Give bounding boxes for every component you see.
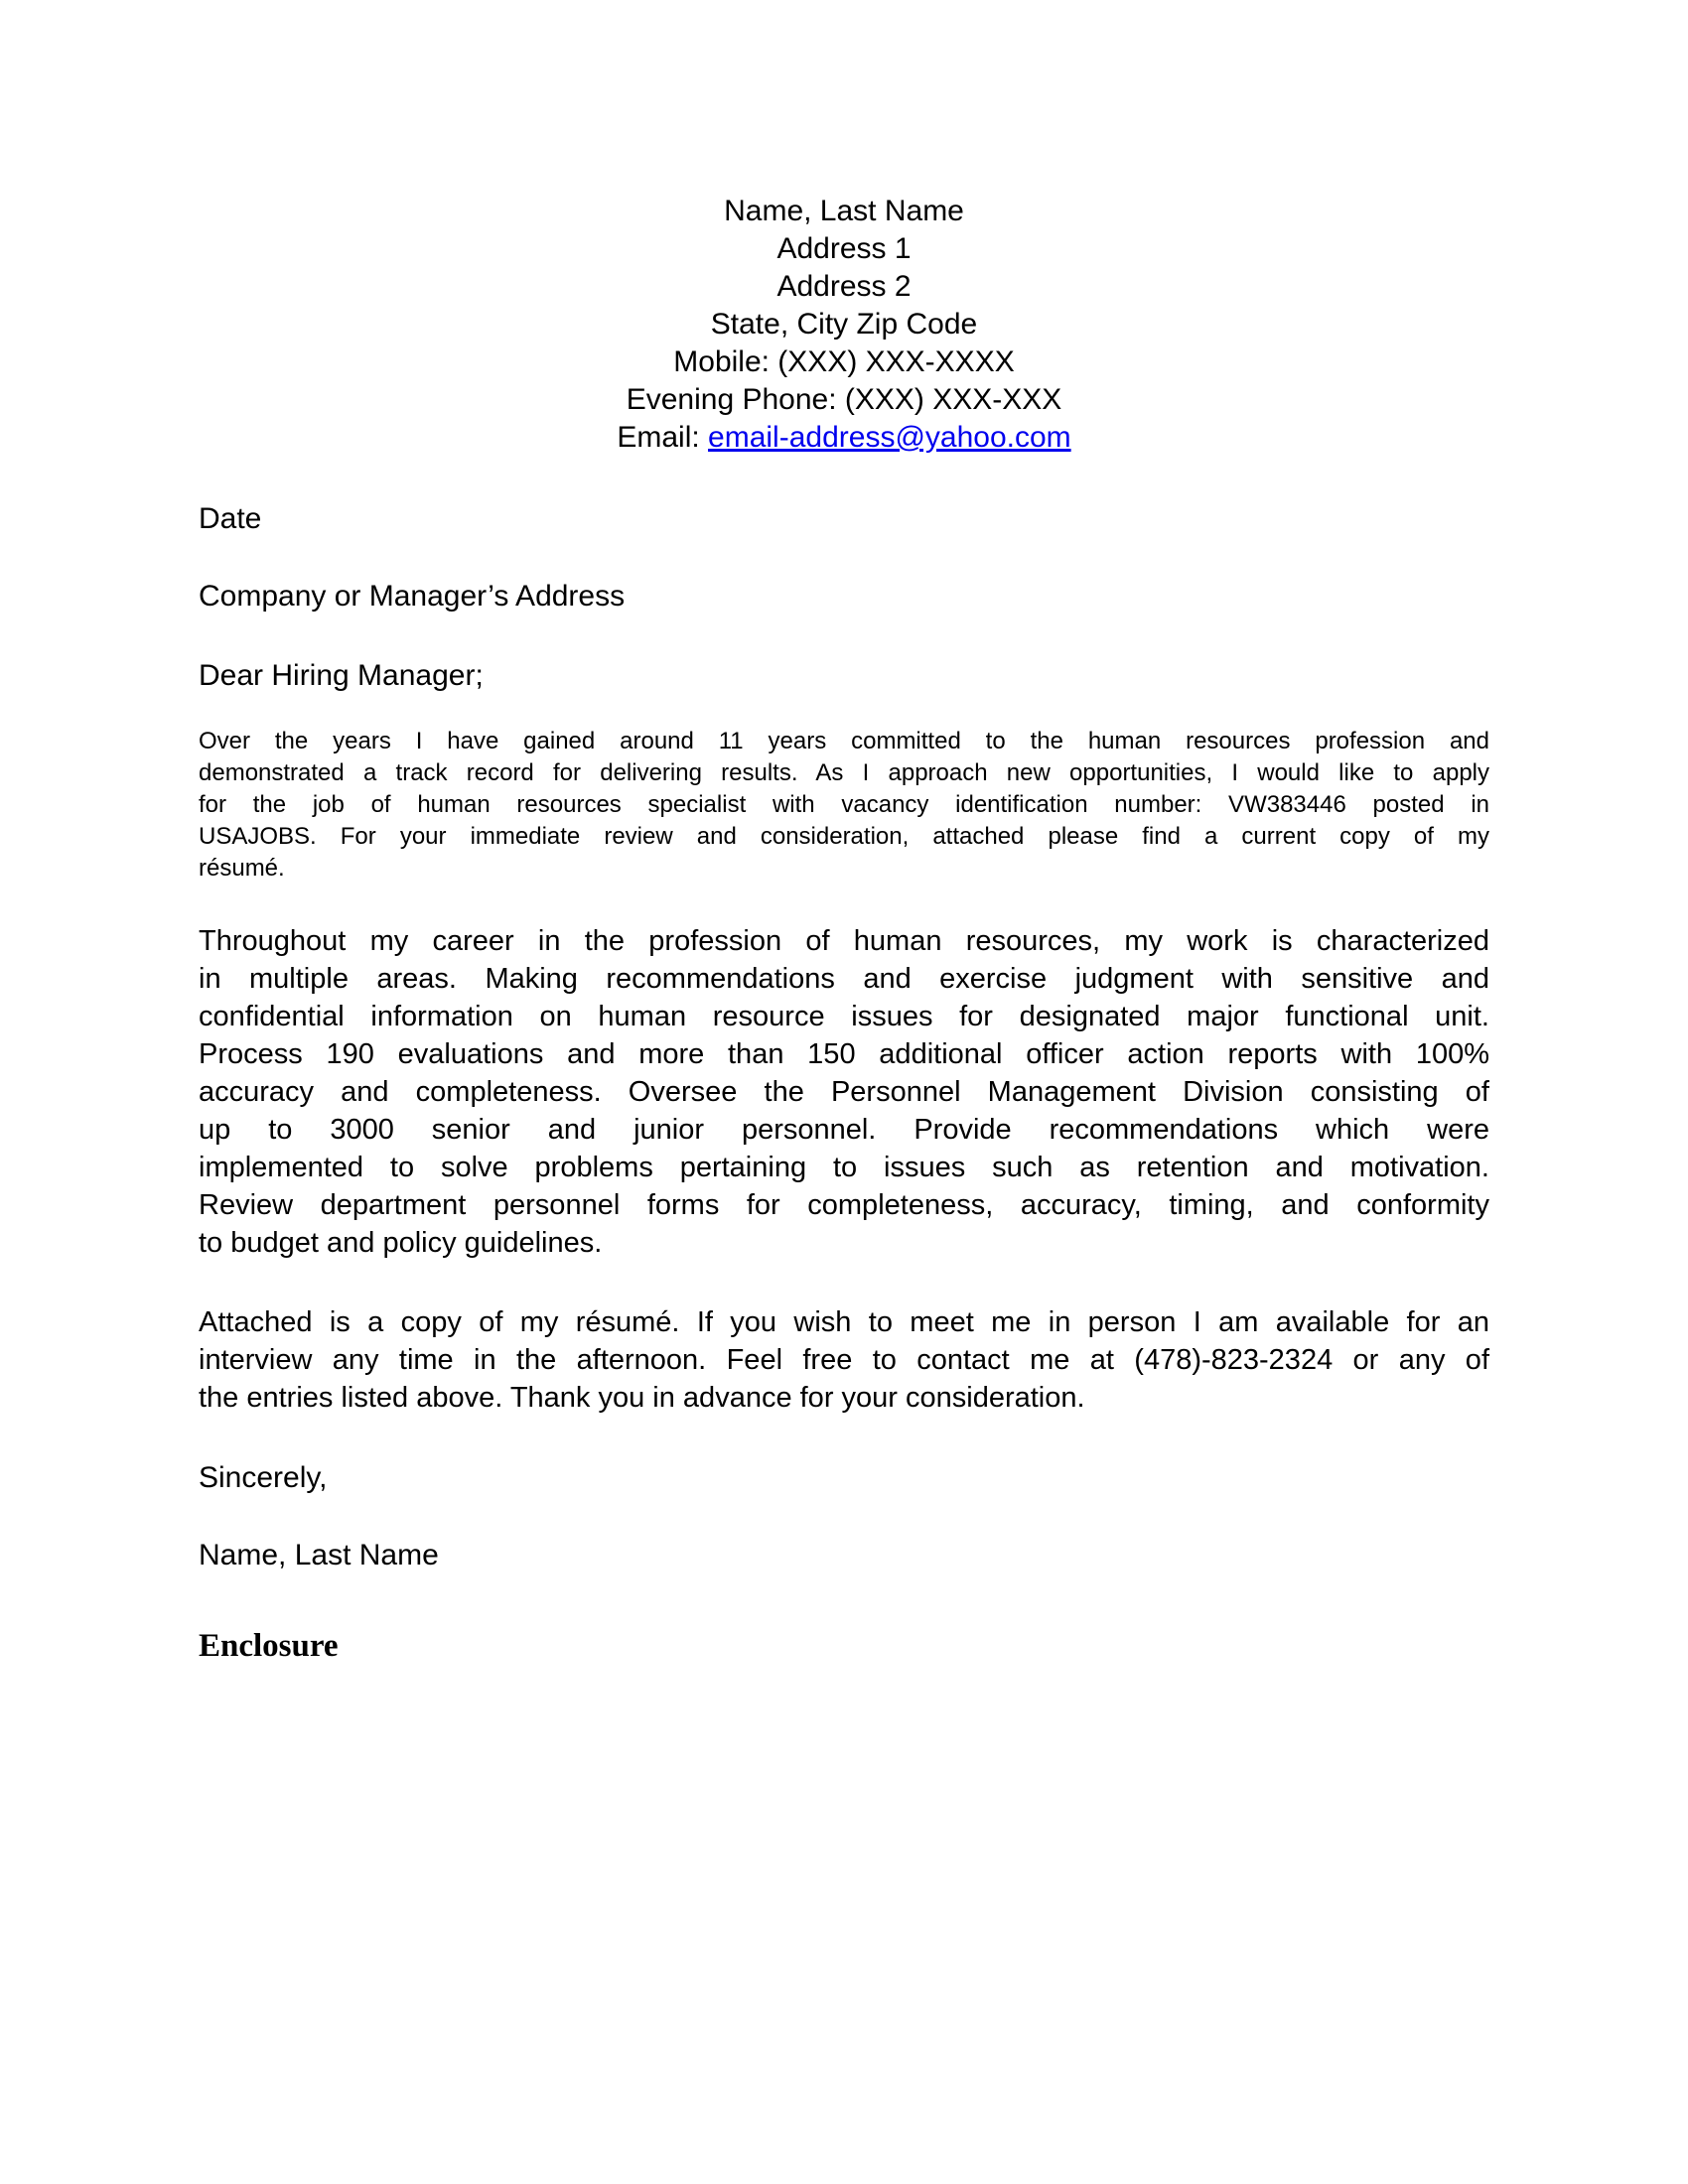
date-placeholder: Date: [199, 502, 262, 535]
text-line: Review department personnel forms for completeness, accuracy, timing, and conformity: [199, 1189, 1489, 1221]
text-line: confidential information on human resource issues for designated major functional unit.: [199, 1001, 1489, 1032]
text-line: Throughout my career in the profession of human resources, my work is characterized: [199, 925, 1489, 957]
text-line: résumé.: [199, 855, 285, 882]
text-line: interview any time in the afternoon. Feel free to contact me at (478)-823-2324 or any of: [199, 1344, 1489, 1376]
salutation: Dear Hiring Manager;: [199, 659, 484, 692]
closing-paragraph: [199, 1303, 1489, 1417]
text-line: Evening Phone: (XXX) XXX-XXX: [626, 383, 1062, 416]
intro-paragraph: [199, 726, 1489, 885]
letter-content: [199, 0, 1489, 1666]
text-line: implemented to solve problems pertaining to issues such as retention and motivation.: [199, 1152, 1489, 1183]
recipient-address-placeholder: Company or Manager’s Address: [199, 580, 626, 613]
email-label: Email:: [617, 421, 709, 454]
signature-name: Name, Last Name: [199, 1539, 439, 1571]
valediction: Sincerely,: [199, 1461, 328, 1494]
enclosure-label: Enclosure: [199, 1628, 339, 1664]
experience-paragraph: [199, 922, 1489, 1262]
sender-contact-lines: [199, 193, 1489, 419]
text-line: to budget and policy guidelines.: [199, 1227, 603, 1259]
text-line: State, City Zip Code: [710, 308, 978, 341]
text-line: up to 3000 senior and junior personnel. Provide recommendations which were: [199, 1114, 1489, 1146]
text-line: demonstrated a track record for delivering results. As I approach new opportunities, I would like to apply: [199, 759, 1489, 786]
sender-contact-block: [199, 193, 1489, 457]
text-line: accuracy and completeness. Oversee the Personnel Management Division consisting of: [199, 1076, 1489, 1108]
text-line: Attached is a copy of my résumé. If you wish to meet me in person I am available for an: [199, 1306, 1489, 1338]
text-line: Over the years I have gained around 11 years committed to the human resources profession and: [199, 728, 1489, 754]
text-line: Address 1: [776, 232, 912, 265]
email-line: [199, 419, 1489, 457]
text-line: Mobile: (XXX) XXX-XXXX: [673, 345, 1015, 378]
text-line: Name, Last Name: [724, 195, 964, 227]
text-line: the entries listed above. Thank you in advance for your consideration.: [199, 1382, 1085, 1414]
text-line: Process 190 evaluations and more than 150 additional officer action reports with 100%: [199, 1038, 1489, 1070]
text-line: USAJOBS. For your immediate review and consideration, attached please find a current copy of my: [199, 823, 1489, 850]
text-line: for the job of human resources specialist with vacancy identification number: VW383446 posted in: [199, 791, 1489, 818]
text-line: in multiple areas. Making recommendations and exercise judgment with sensitive and: [199, 963, 1489, 995]
email-address-link[interactable]: email-address@yahoo.com: [708, 421, 1071, 454]
text-line: Address 2: [776, 270, 912, 303]
